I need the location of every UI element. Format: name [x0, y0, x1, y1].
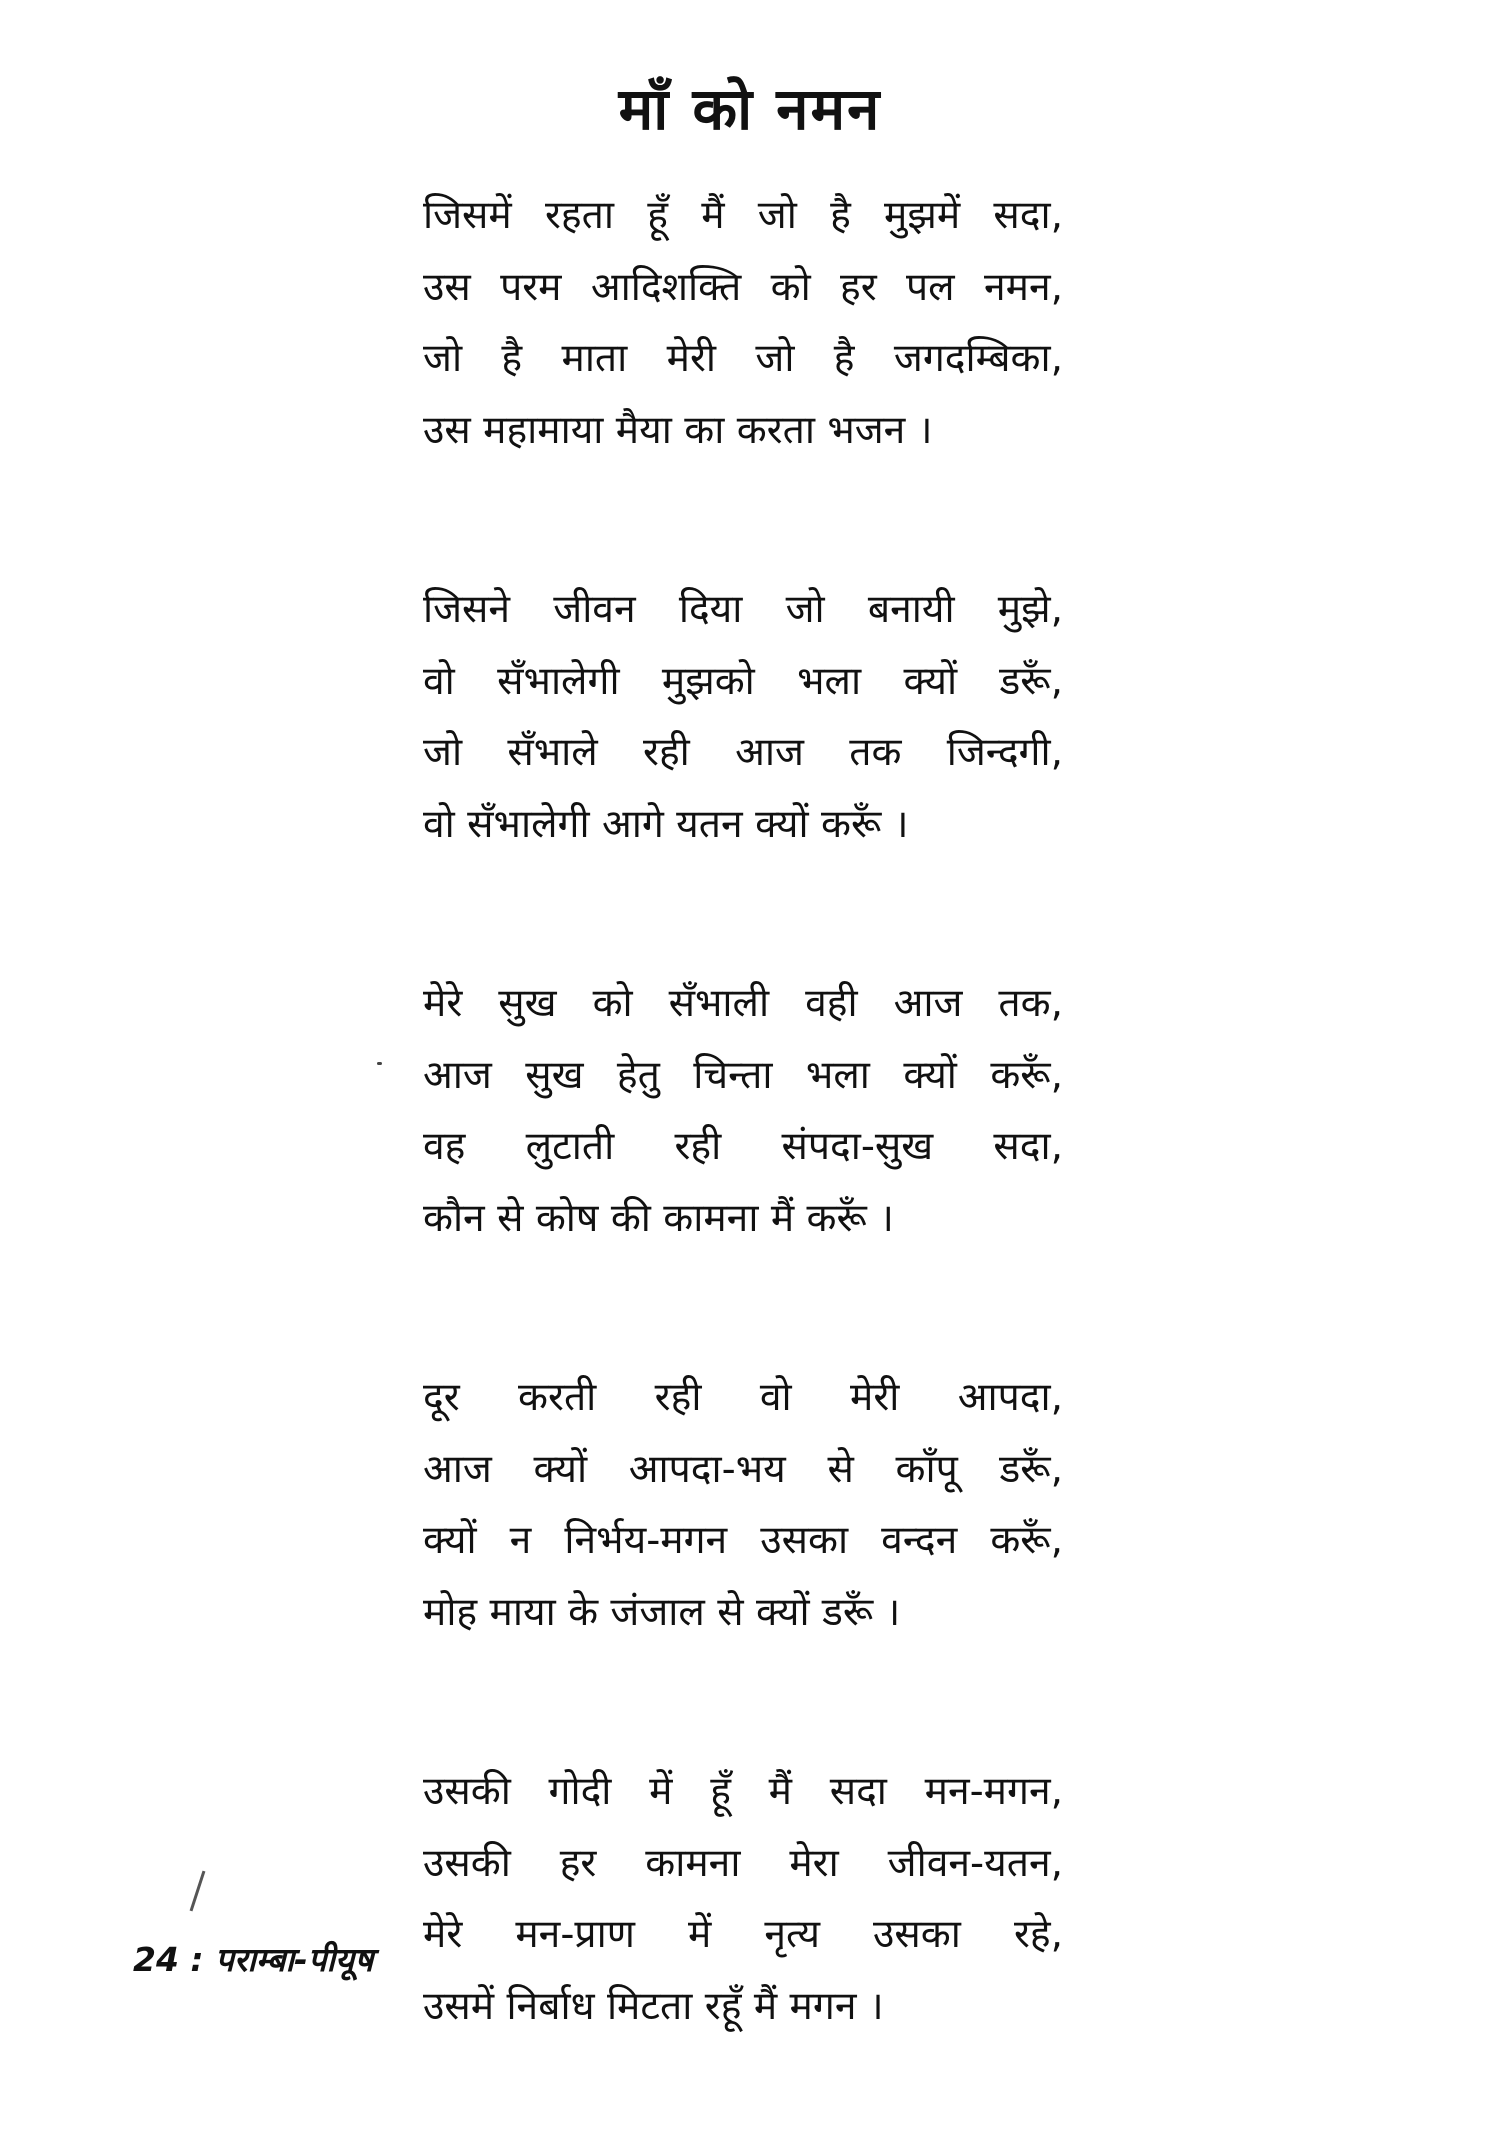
stanza-4: [423, 1362, 1063, 1648]
poem-line: जो है माता मेरी जो है जगदम्बिका,: [423, 336, 1063, 381]
poem-line: मेरे मन-प्राण में नृत्य उसका रहे,: [423, 1912, 1063, 1957]
stanza-3: [423, 968, 1063, 1254]
poem-line: क्यों न निर्भय-मगन उसका वन्दन करूँ,: [423, 1518, 1063, 1563]
page-footer: 24 : पराम्बा-पीयूष: [133, 1940, 374, 1979]
poem-line: दूर करती रही वो मेरी आपदा,: [423, 1375, 1063, 1420]
scan-speck: [377, 1062, 382, 1065]
poem-body: [423, 180, 1063, 2150]
poem-line: मेरे सुख को सँभाली वही आज तक,: [423, 981, 1063, 1026]
poem-line: जो सँभाले रही आज तक जिन्दगी,: [423, 730, 1063, 775]
scan-mark: [190, 1871, 206, 1912]
poem-line: कौन से कोष की कामना मैं करूँ ।: [423, 1195, 894, 1241]
poem-line: उस महामाया मैया का करता भजन ।: [423, 407, 933, 453]
poem-line: उसकी हर कामना मेरा जीवन-यतन,: [423, 1840, 1063, 1886]
poem-line: मोह माया के जंजाल से क्यों डरूँ ।: [423, 1589, 901, 1635]
poem-line: वो सँभालेगी मुझको भला क्यों डरूँ,: [423, 658, 1063, 704]
poem-line: उसकी गोदी में हूँ मैं सदा मन-मगन,: [423, 1769, 1063, 1814]
poem-title: माँ को नमन: [618, 74, 882, 143]
poem-line: जिसने जीवन दिया जो बनायी मुझे,: [423, 587, 1063, 632]
poem-line: जिसमें रहता हूँ मैं जो है मुझमें सदा,: [423, 193, 1063, 238]
stanza-1: [423, 180, 1063, 466]
poem-line: वो सँभालेगी आगे यतन क्यों करूँ ।: [423, 801, 909, 847]
poem-line: उस परम आदिशक्ति को हर पल नमन,: [423, 264, 1063, 310]
stanza-2: [423, 574, 1063, 860]
stanza-5: [423, 1756, 1063, 2042]
poem-line: उसमें निर्बाध मिटता रहूँ मैं मगन ।: [423, 1983, 884, 2029]
poem-line: आज सुख हेतु चिन्ता भला क्यों करूँ,: [423, 1052, 1063, 1098]
poem-line: आज क्यों आपदा-भय से काँपू डरूँ,: [423, 1446, 1063, 1492]
poem-line: वह लुटाती रही संपदा-सुख सदा,: [423, 1124, 1063, 1169]
